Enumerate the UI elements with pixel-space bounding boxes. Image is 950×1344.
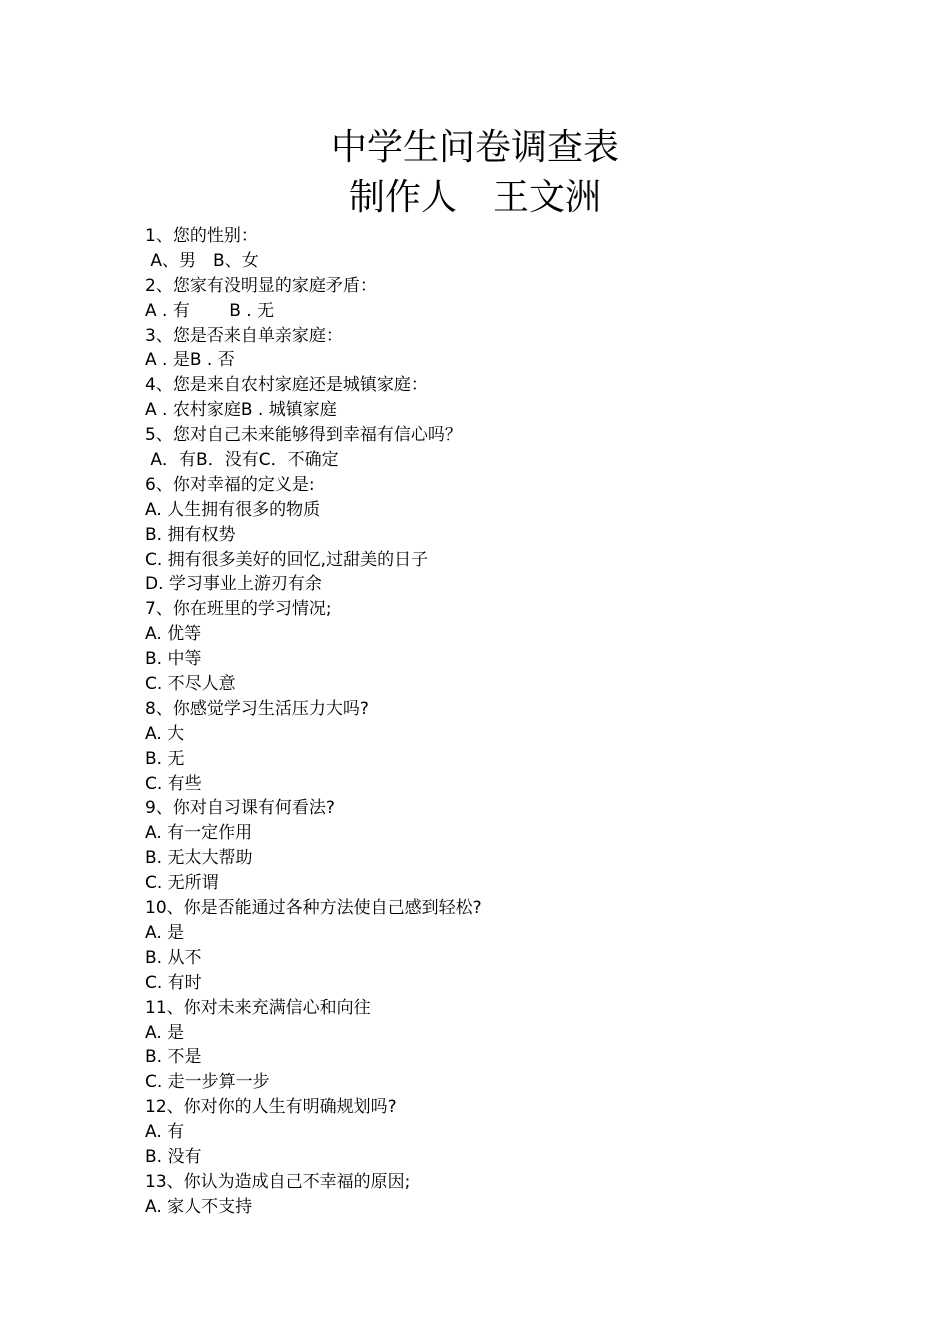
document-author: 制作人 王文洲 — [348, 177, 601, 218]
questionnaire-line: A . 农村家庭B . 城镇家庭 — [145, 400, 337, 421]
questionnaire-line: 2、您家有没明显的家庭矛盾： — [145, 275, 377, 296]
questionnaire-line: 8、你感觉学习生活压力大吗? — [145, 698, 369, 719]
questionnaire-line: C. 不尽人意 — [145, 674, 236, 695]
questionnaire-line: A. 家人不支持 — [145, 1196, 253, 1217]
questionnaire-line: 10、你是否能通过各种方法使自己感到轻松? — [145, 898, 482, 919]
questionnaire-line: A. 有一定作用 — [145, 823, 253, 844]
questionnaire-line: A. 是 — [145, 922, 185, 943]
questionnaire-line: C. 拥有很多美好的回忆,过甜美的日子 — [145, 549, 429, 570]
questionnaire-line: 13、你认为造成自己不幸福的原因; — [145, 1171, 411, 1192]
questionnaire-line: A、男 B、女 — [145, 250, 259, 271]
questionnaire-line: 1、您的性别： — [145, 226, 258, 246]
questionnaire-line: B. 没有 — [145, 1146, 202, 1167]
questionnaire-line: C. 无所谓 — [145, 873, 219, 894]
questionnaire-line: 4、您是来自农村家庭还是城镇家庭： — [145, 375, 428, 396]
questionnaire-line: B. 不是 — [145, 1047, 202, 1068]
questionnaire-line: 11、你对未来充满信心和向往 — [145, 997, 371, 1018]
questionnaire-line: A. 人生拥有很多的物质 — [145, 499, 321, 520]
questionnaire-line: A . 有 B . 无 — [145, 300, 275, 321]
questionnaire-line: A. 优等 — [145, 624, 202, 645]
questionnaire-line: A. 是 — [145, 1022, 185, 1043]
questionnaire-line: B. 中等 — [145, 649, 202, 670]
questionnaire-line: B. 拥有权势 — [145, 524, 236, 545]
questionnaire-line: 6、你对幸福的定义是: — [145, 474, 315, 495]
questionnaire-line: 9、你对自习课有何看法? — [145, 798, 335, 819]
questionnaire-body — [145, 224, 845, 1220]
questionnaire-line: 3、您是否来自单亲家庭： — [145, 325, 343, 346]
questionnaire-line: 7、你在班里的学习情况; — [145, 599, 332, 620]
questionnaire-line: C. 走一步算一步 — [145, 1072, 270, 1093]
questionnaire-line: A. 大 — [145, 723, 185, 744]
questionnaire-line: C. 有时 — [145, 972, 202, 993]
questionnaire-line: D. 学习事业上游刃有余 — [145, 574, 322, 595]
questionnaire-line: 5、您对自己未来能够得到幸福有信心吗？ — [145, 425, 462, 446]
questionnaire-line: 12、你对你的人生有明确规划吗? — [145, 1097, 397, 1118]
questionnaire-line: B. 无太大帮助 — [145, 848, 253, 869]
questionnaire-line: B. 从不 — [145, 947, 202, 968]
questionnaire-line: A. 有 — [145, 1122, 185, 1143]
document-title: 中学生问卷调查表 — [330, 127, 619, 168]
questionnaire-line: A．有B．没有C．不确定 — [145, 450, 339, 471]
questionnaire-line: C. 有些 — [145, 773, 202, 794]
questionnaire-line: A . 是B . 否 — [145, 350, 235, 371]
questionnaire-line: B. 无 — [145, 748, 185, 769]
